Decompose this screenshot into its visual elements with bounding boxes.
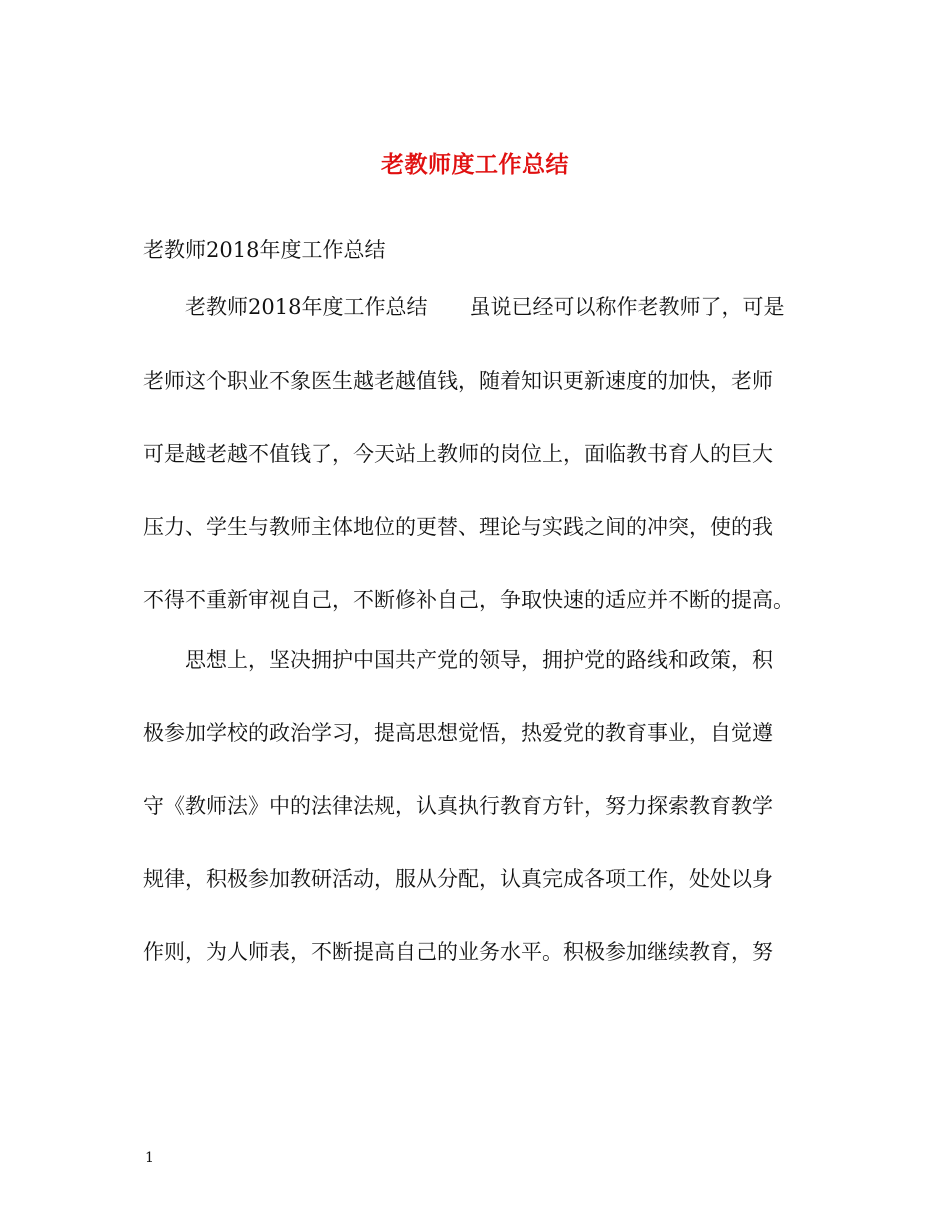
body-line: 压力、学生与教师主体地位的更替、理论与实践之间的冲突，使的我 bbox=[143, 515, 773, 539]
body-line: 思想上，坚决拥护中国共产党的领导，拥护党的路线和政策，积 bbox=[185, 648, 773, 672]
body-line: 极参加学校的政治学习，提高思想觉悟，热爱党的教育事业，自觉遵 bbox=[143, 721, 773, 745]
body-line: 可是越老越不值钱了，今天站上教师的岗位上，面临教书育人的巨大 bbox=[143, 442, 773, 466]
body-line: 作则，为人师表，不断提高自己的业务水平。积极参加继续教育，努 bbox=[143, 940, 773, 964]
body-line: 规律，积极参加教研活动，服从分配，认真完成各项工作，处处以身 bbox=[143, 867, 773, 891]
body-line: 不得不重新审视自己，不断修补自己，争取快速的适应并不断的提高。 bbox=[143, 588, 794, 612]
document-subtitle: 老教师2018年度工作总结 bbox=[143, 238, 386, 262]
page-number: 1 bbox=[145, 1150, 154, 1166]
body-line: 老师这个职业不象医生越老越值钱，随着知识更新速度的加快，老师 bbox=[143, 369, 773, 393]
body-line: 老教师2018年度工作总结 虽说已经可以称作老教师了，可是 bbox=[185, 295, 785, 319]
body-line: 守《教师法》中的法律法规，认真执行教育方针，努力探索教育教学 bbox=[143, 794, 773, 818]
document-title: 老教师度工作总结 bbox=[381, 151, 569, 178]
